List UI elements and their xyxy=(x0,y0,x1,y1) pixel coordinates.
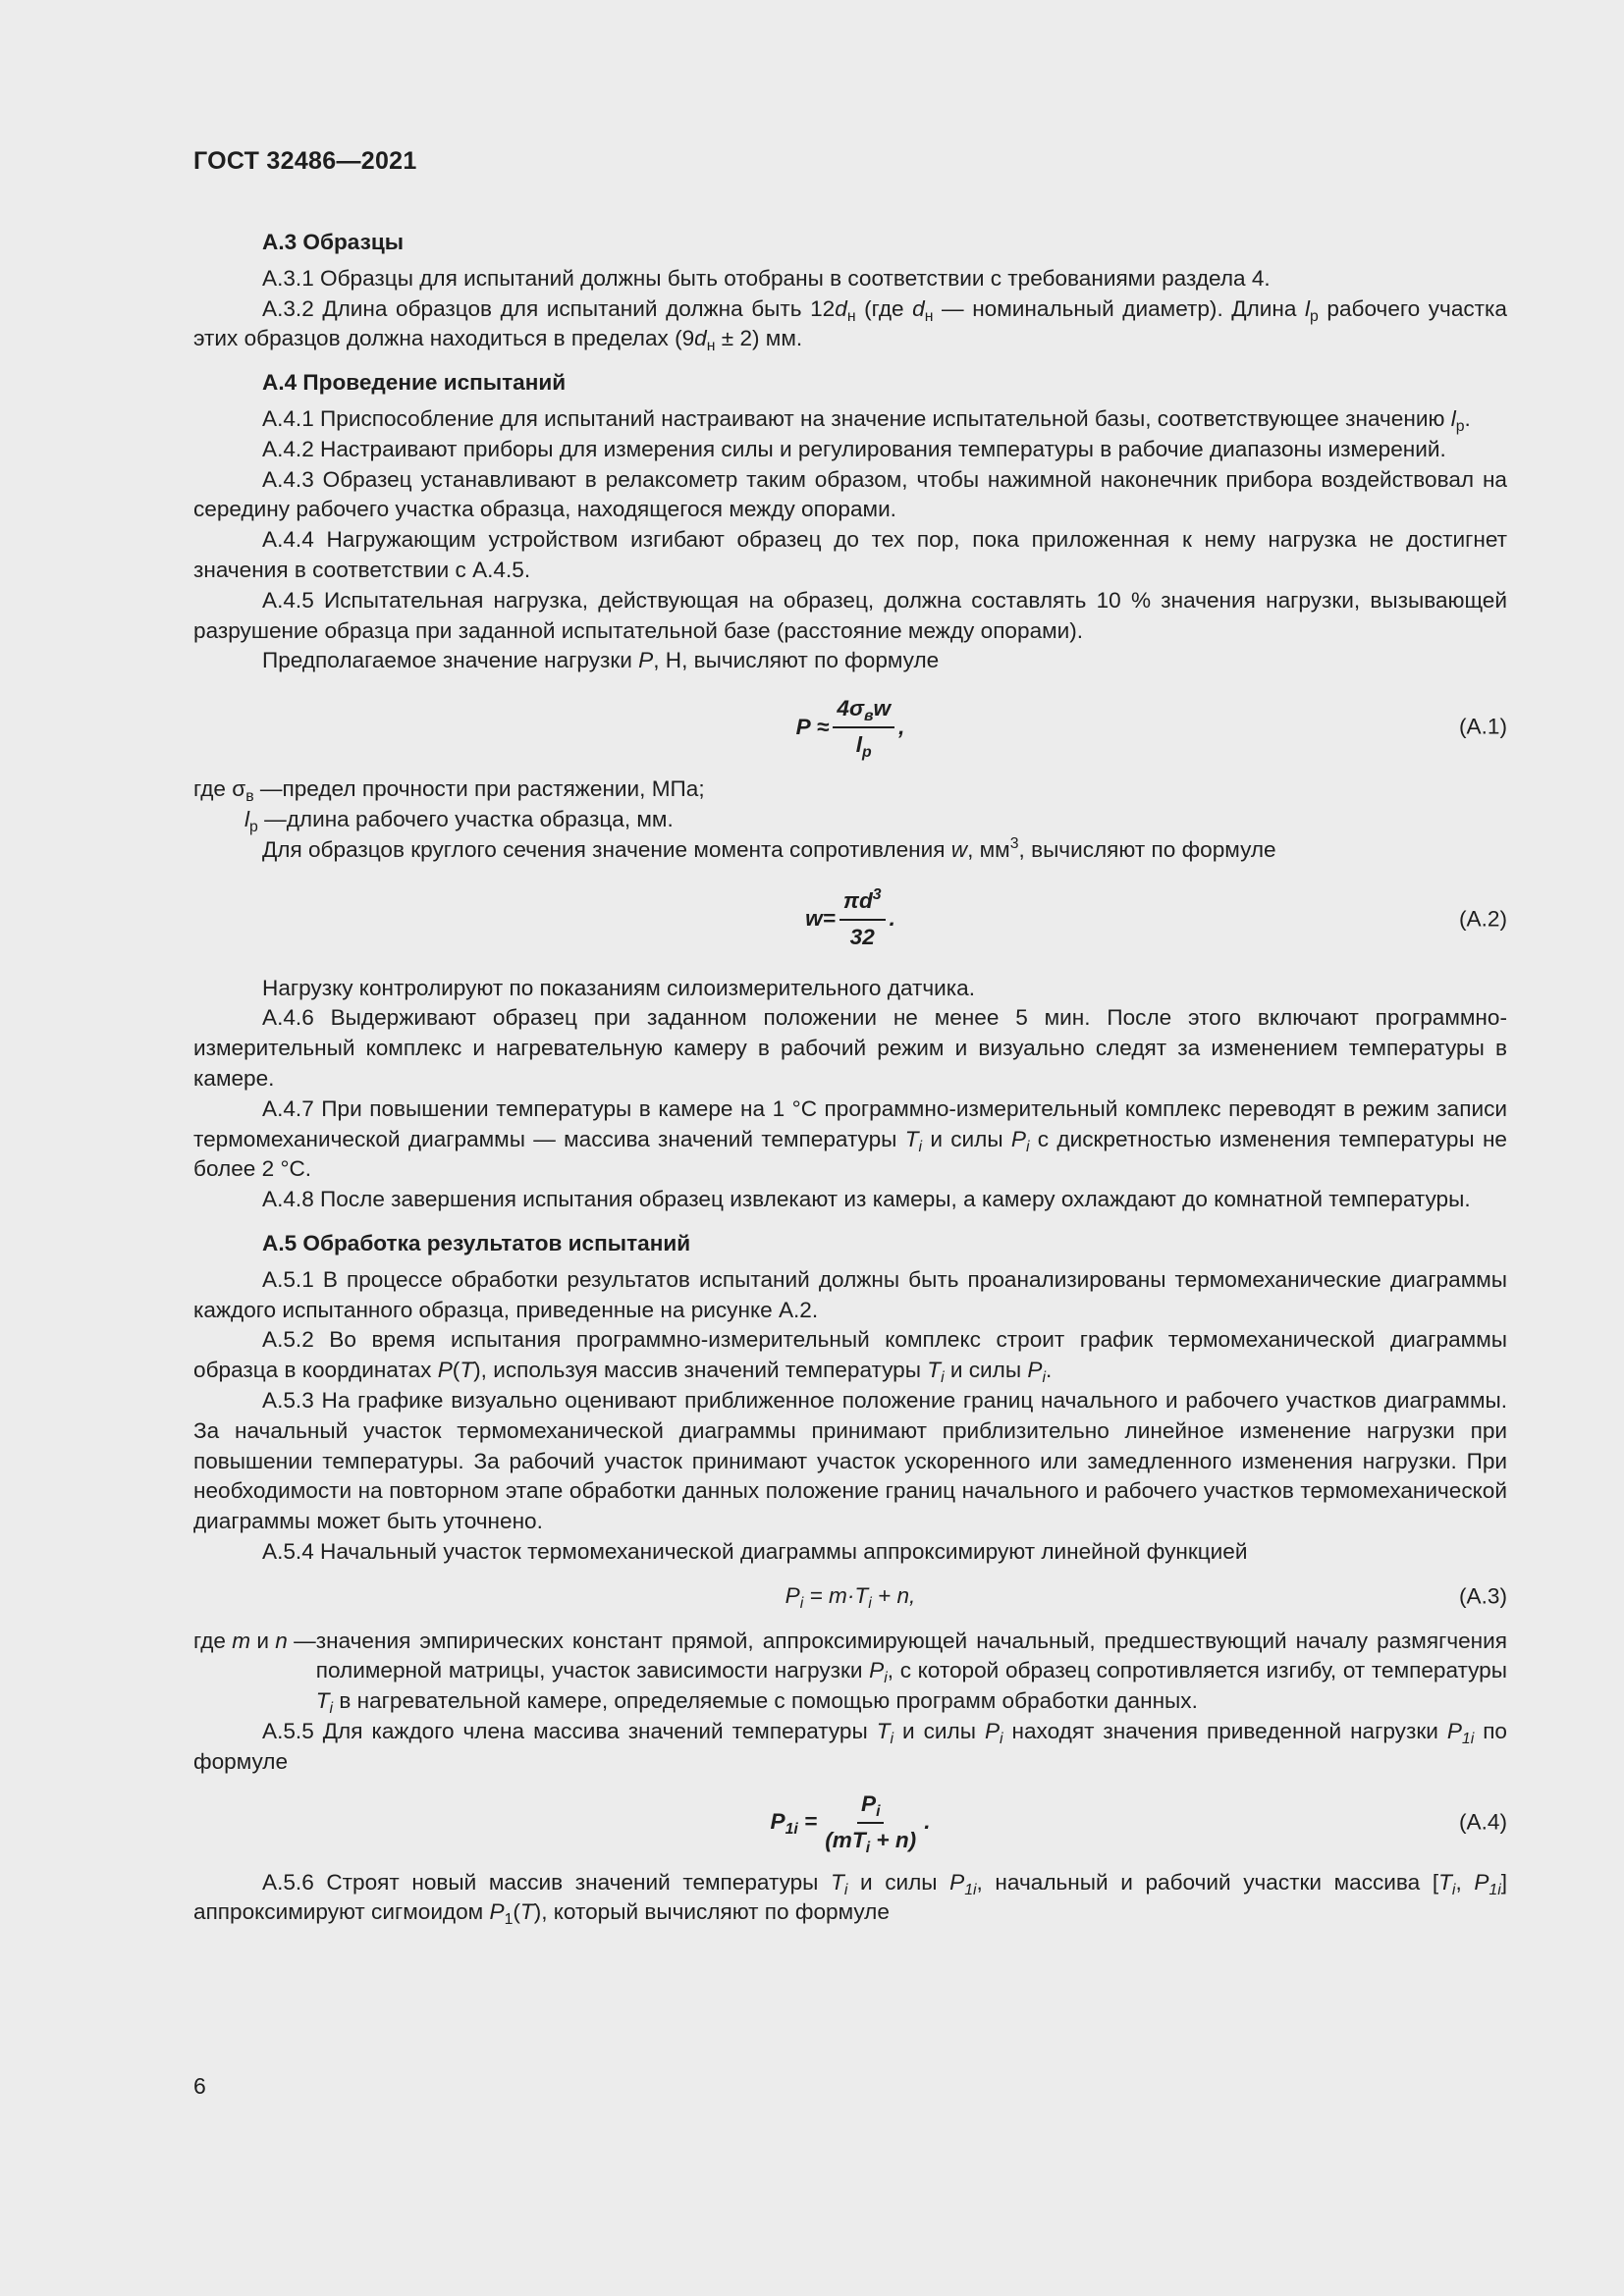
paragraph-a5-2: А.5.2 Во время испытания программно-измерительный комплекс строит график термомеханической диаграммы образца в координатах P(T), используя массив значений температуры $T_i$ и силы $P_i$. xyxy=(193,1327,1507,1387)
paragraph-a4-3: А.4.3 Образец устанавливают в релаксометр таким образом, чтобы нажимной наконечник прибора воздействовал на середину рабочего участка образца, находящегося между опорами. xyxy=(193,466,1507,522)
paragraph-a5-4: А.5.4 Начальный участок термомеханической диаграммы аппроксимируют линейной функцией xyxy=(262,1538,1248,1564)
paragraph-a4-8: А.4.8 После завершения испытания образец извлекают из камеры, а камеру охлаждают до комнатной температуры. xyxy=(262,1187,1471,1212)
formula-a1-legend-1: где $\sigma_в$ — предел прочности при растяжении, МПа; xyxy=(193,776,705,806)
paragraph-a4-5: А.4.5 Испытательная нагрузка, действующая на образец, должна составлять 10 % значения нагрузки, вызывающей разрушение образца при заданной испытательной базе (расстояние между опорами). xyxy=(193,587,1507,643)
fraction: $\frac{P_i}{(mT_i + n)}$ xyxy=(825,1790,917,1856)
section-heading-a4: А.4 Проведение испытаний xyxy=(262,370,567,396)
paragraph-a3-1: А.3.1 Образцы для испытаний должны быть отобраны в соответствии с требованиями раздела 4. xyxy=(262,265,1271,291)
formula-number: (А.4) xyxy=(1459,1809,1507,1835)
paragraph-a5-5: А.5.5 Для каждого члена массива значений температуры $T_i$ и силы $P_i$ находят значения приведенной нагрузки $P_{1i}$ по формуле xyxy=(193,1719,1508,1774)
paragraph-a4-5-moment: Для образцов круглого сечения значение момента сопротивления w, $мм^3$, вычисляют по формуле xyxy=(262,834,1276,862)
section-heading-a3: А.3 Образцы xyxy=(262,230,405,254)
paragraph-a4-2: А.4.2 Настраивают приборы для измерения силы и регулирования температуры в рабочие диапазоны измерений. xyxy=(262,436,1446,461)
paragraph-a5-6: А.5.6 Строят новый массив значений температуры $T_i$ и силы $P_{1i}$, начальный и рабочий участки массива [$T_i$, $P_{1i}$] аппроксимируют сигмоидом $P_1(T)$, который вычисляют по формуле xyxy=(193,1869,1507,1929)
formula-a2: w = $\frac{\pi d^3}{32}$ . (А.2) xyxy=(193,866,1507,974)
formula-a4: $P_{1i}$ = $\frac{P_i}{(mT_i + n)}$ . (А.4) xyxy=(770,1790,1507,1856)
paragraph-a5-1: А.5.1 В процессе обработки результатов испытаний должны быть проанализированы термомеханические диаграммы каждого испытанного образца, приведенные на рисунке А.2. xyxy=(193,1266,1507,1322)
paragraph-a4-5-formula-intro: Предполагаемое значение нагрузки P, Н, вычисляют по формуле xyxy=(262,648,940,673)
fraction: $\frac{\pi d^3}{32}$ xyxy=(839,886,886,953)
section-heading-a5: А.5 Обработка результатов испытаний xyxy=(262,1230,691,1255)
paragraph-a4-5-control: Нагрузку контролируют по показаниям силоизмерительного датчика. xyxy=(262,975,975,1000)
document-header: ГОСТ 32486—2021 xyxy=(193,147,417,175)
formula-number: (А.1) xyxy=(1459,714,1507,739)
fraction: $\frac{4\sigma_вw}{l_р}$ xyxy=(833,694,894,761)
paragraph-a3-2: А.3.2 Длина образцов для испытаний должна быть $12d_н$ (где $d_н$ — номинальный диаметр). Длина $l_р$ рабочего участка этих образцов должна находиться в пределах $(9d_н \pm 2)$ мм. xyxy=(193,295,1507,355)
formula-a3-legend: где m и n — значения эмпирических констант прямой, аппроксимирующей начальный, предшествующий началу размягчения полимерной матрицы, участок зависимости нагрузки $P_i$, с которой образец сопротивляется изгибу, от температуры $T_i$ в нагревательной камере, определяемые с помощью программ обработки данных. xyxy=(193,1628,1507,1718)
paragraph-a4-4: А.4.4 Нагружающим устройством изгибают образец до тех пор, пока приложенная к нему нагрузка не достигнет значения в соответствии с А.4.5. xyxy=(193,527,1507,582)
paragraph-a5-3: А.5.3 На графике визуально оценивают приближенное положение границ начального и рабочего участков диаграммы. За начальный участок термомеханической диаграммы принимают приблизительно линейное изменение нагрузки при повышении температуры. За рабочий участок принимают участок ускоренного или замедленного изменения нагрузки. При необходимости на повторном этапе обработки данных положение границ начального и рабочего участков термомеханической диаграммы может быть уточнено. xyxy=(193,1387,1507,1534)
formula-a1: P ≈ $\frac{4\sigma_вw}{l_р}$ , (А.1) xyxy=(795,696,1507,762)
formula-number: (А.2) xyxy=(1459,906,1507,932)
formula-a3: $P_i = m\cdot T_i + n$, (А.3) xyxy=(785,1583,1507,1613)
paragraph-a4-6: А.4.6 Выдерживают образец при заданном положении не менее 5 мин. После этого включают программно-измерительный комплекс и нагревательную камеру в рабочий режим и визуально следят за изменением температуры в камере. xyxy=(193,1005,1507,1091)
page-number: 6 xyxy=(193,2073,206,2099)
formula-number: (А.3) xyxy=(1459,1583,1507,1609)
formula-a1-legend-2: $l_р$ — длина рабочего участка образца, мм. xyxy=(244,806,674,835)
document-body xyxy=(193,224,1507,1928)
paragraph-a4-7: А.4.7 При повышении температуры в камере на 1 °С программно-измерительный комплекс переводят в режим записи термомеханической диаграммы — массива значений температуры $T_i$ и силы $P_i$ с дискретностью изменения температуры не более 2 °С. xyxy=(193,1095,1507,1182)
paragraph-a4-1: А.4.1 Приспособление для испытаний настраивают на значение испытательной базы, соответствующее значению $l_р$. xyxy=(262,405,1471,435)
